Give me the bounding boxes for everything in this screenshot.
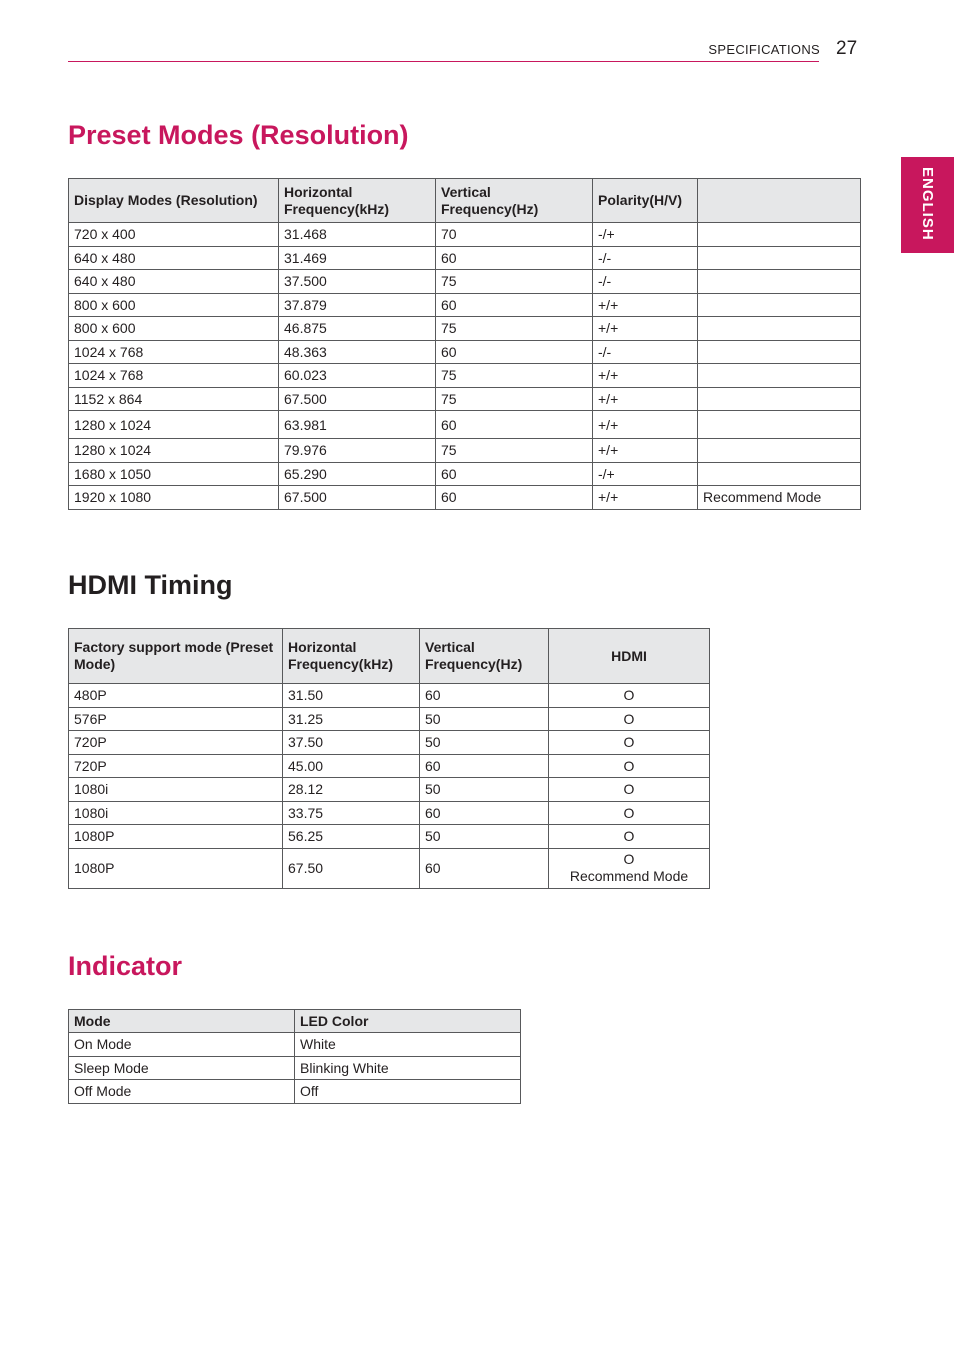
table-cell: 37.879 <box>279 293 436 317</box>
table-header-row <box>69 179 861 223</box>
table-row <box>69 1080 521 1104</box>
table-cell: 720P <box>69 754 283 778</box>
table-cell: 31.25 <box>283 707 420 731</box>
table-cell: 1080i <box>69 801 283 825</box>
table-cell: O <box>549 801 710 825</box>
table-cell: 1024 x 768 <box>69 364 279 388</box>
column-header: Vertical Frequency(Hz) <box>436 179 593 223</box>
table-cell: 75 <box>436 364 593 388</box>
table-cell: 1152 x 864 <box>69 387 279 411</box>
table-row <box>69 246 861 270</box>
table-cell <box>698 387 861 411</box>
column-header: Horizontal Frequency(kHz) <box>279 179 436 223</box>
running-header-section: SPECIFICATIONS <box>708 42 820 57</box>
table-cell: 720P <box>69 731 283 755</box>
table-cell: Off Mode <box>69 1080 295 1104</box>
table-cell <box>698 293 861 317</box>
table-cell: On Mode <box>69 1033 295 1057</box>
table-cell: 31.468 <box>279 223 436 247</box>
hdmi-timing-table <box>68 628 710 889</box>
table-cell: 60 <box>436 246 593 270</box>
table-row <box>69 317 861 341</box>
column-header: Factory support mode (Preset Mode) <box>69 629 283 684</box>
table-cell: O <box>549 707 710 731</box>
table-row <box>69 825 710 849</box>
column-header: Horizontal Frequency(kHz) <box>283 629 420 684</box>
table-cell: 1024 x 768 <box>69 340 279 364</box>
table-cell: O <box>549 731 710 755</box>
table-cell: 1680 x 1050 <box>69 462 279 486</box>
table-cell: 60 <box>420 801 549 825</box>
table-cell: 63.981 <box>279 411 436 439</box>
table-row <box>69 707 710 731</box>
table-cell: 33.75 <box>283 801 420 825</box>
table-cell: 640 x 480 <box>69 270 279 294</box>
table-cell: 31.469 <box>279 246 436 270</box>
table-cell: 46.875 <box>279 317 436 341</box>
table-cell <box>698 364 861 388</box>
table-cell: 67.50 <box>283 848 420 888</box>
table-cell: 576P <box>69 707 283 731</box>
table-row <box>69 684 710 708</box>
table-cell: +/+ <box>593 439 698 463</box>
column-header: LED Color <box>295 1010 521 1033</box>
table-cell: O Recommend Mode <box>549 848 710 888</box>
table-cell: -/- <box>593 340 698 364</box>
table-cell: -/- <box>593 270 698 294</box>
column-header: Mode <box>69 1010 295 1033</box>
table-row <box>69 462 861 486</box>
table-cell: 50 <box>420 825 549 849</box>
table-cell <box>698 246 861 270</box>
table-cell <box>698 340 861 364</box>
table-row <box>69 411 861 439</box>
table-cell: 75 <box>436 439 593 463</box>
table-cell: 65.290 <box>279 462 436 486</box>
table-cell: +/+ <box>593 486 698 510</box>
table-header-row <box>69 1010 521 1033</box>
table-cell: 800 x 600 <box>69 293 279 317</box>
table-cell: O <box>549 778 710 802</box>
table-cell: -/- <box>593 246 698 270</box>
preset-modes-table <box>68 178 861 510</box>
table-cell: 67.500 <box>279 387 436 411</box>
table-cell: 50 <box>420 707 549 731</box>
table-cell: 60 <box>436 293 593 317</box>
table-cell: White <box>295 1033 521 1057</box>
table-cell: 800 x 600 <box>69 317 279 341</box>
table-cell: 640 x 480 <box>69 246 279 270</box>
header-rule <box>68 61 819 62</box>
table-cell: 720 x 400 <box>69 223 279 247</box>
table-cell: 79.976 <box>279 439 436 463</box>
table-cell: 67.500 <box>279 486 436 510</box>
table-cell: O <box>549 754 710 778</box>
table-cell: 50 <box>420 731 549 755</box>
table-cell <box>698 411 861 439</box>
table-cell: Sleep Mode <box>69 1056 295 1080</box>
column-header: Vertical Frequency(Hz) <box>420 629 549 684</box>
table-cell: O <box>549 684 710 708</box>
table-cell: 37.50 <box>283 731 420 755</box>
table-row <box>69 387 861 411</box>
hdmi-timing-title: HDMI Timing <box>68 570 233 600</box>
table-cell <box>698 462 861 486</box>
table-row <box>69 801 710 825</box>
table-cell: Blinking White <box>295 1056 521 1080</box>
table-cell: 31.50 <box>283 684 420 708</box>
table-row <box>69 731 710 755</box>
table-cell: +/+ <box>593 317 698 341</box>
table-cell: +/+ <box>593 411 698 439</box>
table-cell <box>698 439 861 463</box>
table-cell: -/+ <box>593 223 698 247</box>
table-row <box>69 270 861 294</box>
table-cell <box>698 317 861 341</box>
table-row <box>69 1033 521 1057</box>
column-header: HDMI <box>549 629 710 684</box>
table-row <box>69 439 861 463</box>
table-cell: 28.12 <box>283 778 420 802</box>
table-row <box>69 1056 521 1080</box>
table-row <box>69 486 861 510</box>
table-cell: 75 <box>436 270 593 294</box>
table-cell: 60.023 <box>279 364 436 388</box>
table-row <box>69 223 861 247</box>
table-cell: 75 <box>436 317 593 341</box>
table-cell: 480P <box>69 684 283 708</box>
table-cell: 1080P <box>69 825 283 849</box>
table-cell: 56.25 <box>283 825 420 849</box>
table-cell: 60 <box>420 754 549 778</box>
column-header: Polarity(H/V) <box>593 179 698 223</box>
language-tab-label: ENGLISH <box>919 167 936 241</box>
column-header: Display Modes (Resolution) <box>69 179 279 223</box>
table-cell: 75 <box>436 387 593 411</box>
table-cell: 60 <box>420 684 549 708</box>
table-cell: 60 <box>420 848 549 888</box>
table-row <box>69 778 710 802</box>
page-number: 27 <box>836 38 858 59</box>
table-row <box>69 848 710 888</box>
table-cell: O <box>549 825 710 849</box>
table-cell: 45.00 <box>283 754 420 778</box>
table-cell <box>698 223 861 247</box>
table-row <box>69 754 710 778</box>
table-cell: +/+ <box>593 387 698 411</box>
table-cell: 1920 x 1080 <box>69 486 279 510</box>
table-row <box>69 364 861 388</box>
table-cell: 37.500 <box>279 270 436 294</box>
table-row <box>69 340 861 364</box>
table-cell: +/+ <box>593 293 698 317</box>
table-cell: 60 <box>436 411 593 439</box>
table-cell: 50 <box>420 778 549 802</box>
preset-modes-title: Preset Modes (Resolution) <box>68 120 409 150</box>
table-cell: Off <box>295 1080 521 1104</box>
table-cell: +/+ <box>593 364 698 388</box>
table-cell <box>698 270 861 294</box>
table-cell: 1080i <box>69 778 283 802</box>
table-cell: 1280 x 1024 <box>69 411 279 439</box>
table-cell: 1280 x 1024 <box>69 439 279 463</box>
table-cell: 60 <box>436 486 593 510</box>
table-cell: -/+ <box>593 462 698 486</box>
table-cell: 60 <box>436 462 593 486</box>
indicator-title: Indicator <box>68 951 183 981</box>
column-header <box>698 179 861 223</box>
table-cell: 1080P <box>69 848 283 888</box>
table-cell: 48.363 <box>279 340 436 364</box>
table-cell: 70 <box>436 223 593 247</box>
table-row <box>69 293 861 317</box>
table-cell: Recommend Mode <box>698 486 861 510</box>
indicator-table <box>68 1009 521 1104</box>
table-cell: 60 <box>436 340 593 364</box>
table-header-row <box>69 629 710 684</box>
